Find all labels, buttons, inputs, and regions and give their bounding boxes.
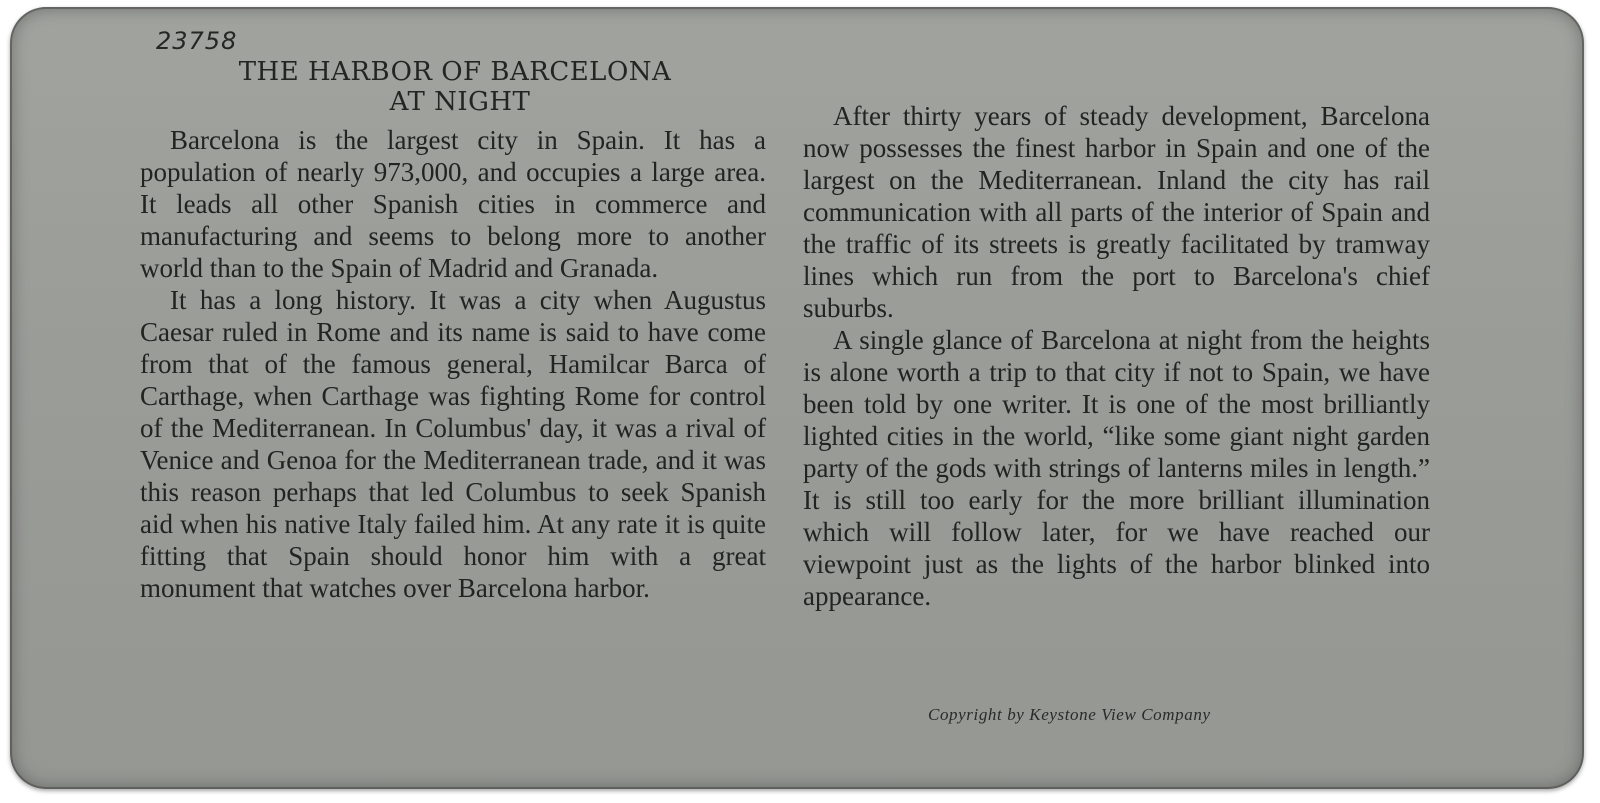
- stereoview-card-back: [10, 7, 1584, 789]
- copyright-notice: Copyright by Keystone View Company: [928, 705, 1211, 724]
- right-paragraph-1: After thirty years of steady development, Barcelona now possesses the finest harbor in Spain and one of the largest on the Mediterranean. Inland the city has rail communication with all parts of the interior of Spain and the traffic of its streets is greatly facilitated by tramway lines which run from the port to Barcelona's chief suburbs.: [803, 101, 1430, 323]
- left-paragraph-2: It has a long history. It was a city when Augustus Caesar ruled in Rome and its name is said to have come from that of the famous general, Hamilcar Barca of Carthage, when Carthage was fighting Rome for control of the Mediterranean. In Columbus' day, it was a rival of Venice and Genoa for the Mediterranean trade, and it was this reason perhaps that led Columbus to seek Spanish aid when his native Italy failed him. At any rate it is quite fitting that Spain should honor him with a great monument that watches over Barcelona harbor.: [140, 285, 766, 603]
- catalog-number: 23758: [156, 27, 238, 55]
- card-title: [150, 57, 760, 117]
- right-paragraph-2: A single glance of Barcelona at night from the heights is alone worth a trip to that city if not to Spain, we have been told by one writer. It is one of the most brilliantly lighted cities in the world, “like some giant night garden party of the gods with strings of lanterns miles in length.” It is still too early for the more brilliant illumination which will follow later, for we have reached our viewpoint just as the lights of the harbor blinked into appearance.: [803, 325, 1430, 611]
- left-text-column: [140, 124, 766, 604]
- title-line-1: THE HARBOR OF BARCELONA: [238, 57, 672, 87]
- title-line-2: AT NIGHT: [389, 87, 531, 117]
- right-text-column: [803, 100, 1430, 612]
- left-paragraph-1: Barcelona is the largest city in Spain. It has a population of nearly 973,000, and occupies a large area. It leads all other Spanish cities in commerce and manufacturing and seems to belong more to another world than to the Spain of Madrid and Granada.: [140, 125, 766, 283]
